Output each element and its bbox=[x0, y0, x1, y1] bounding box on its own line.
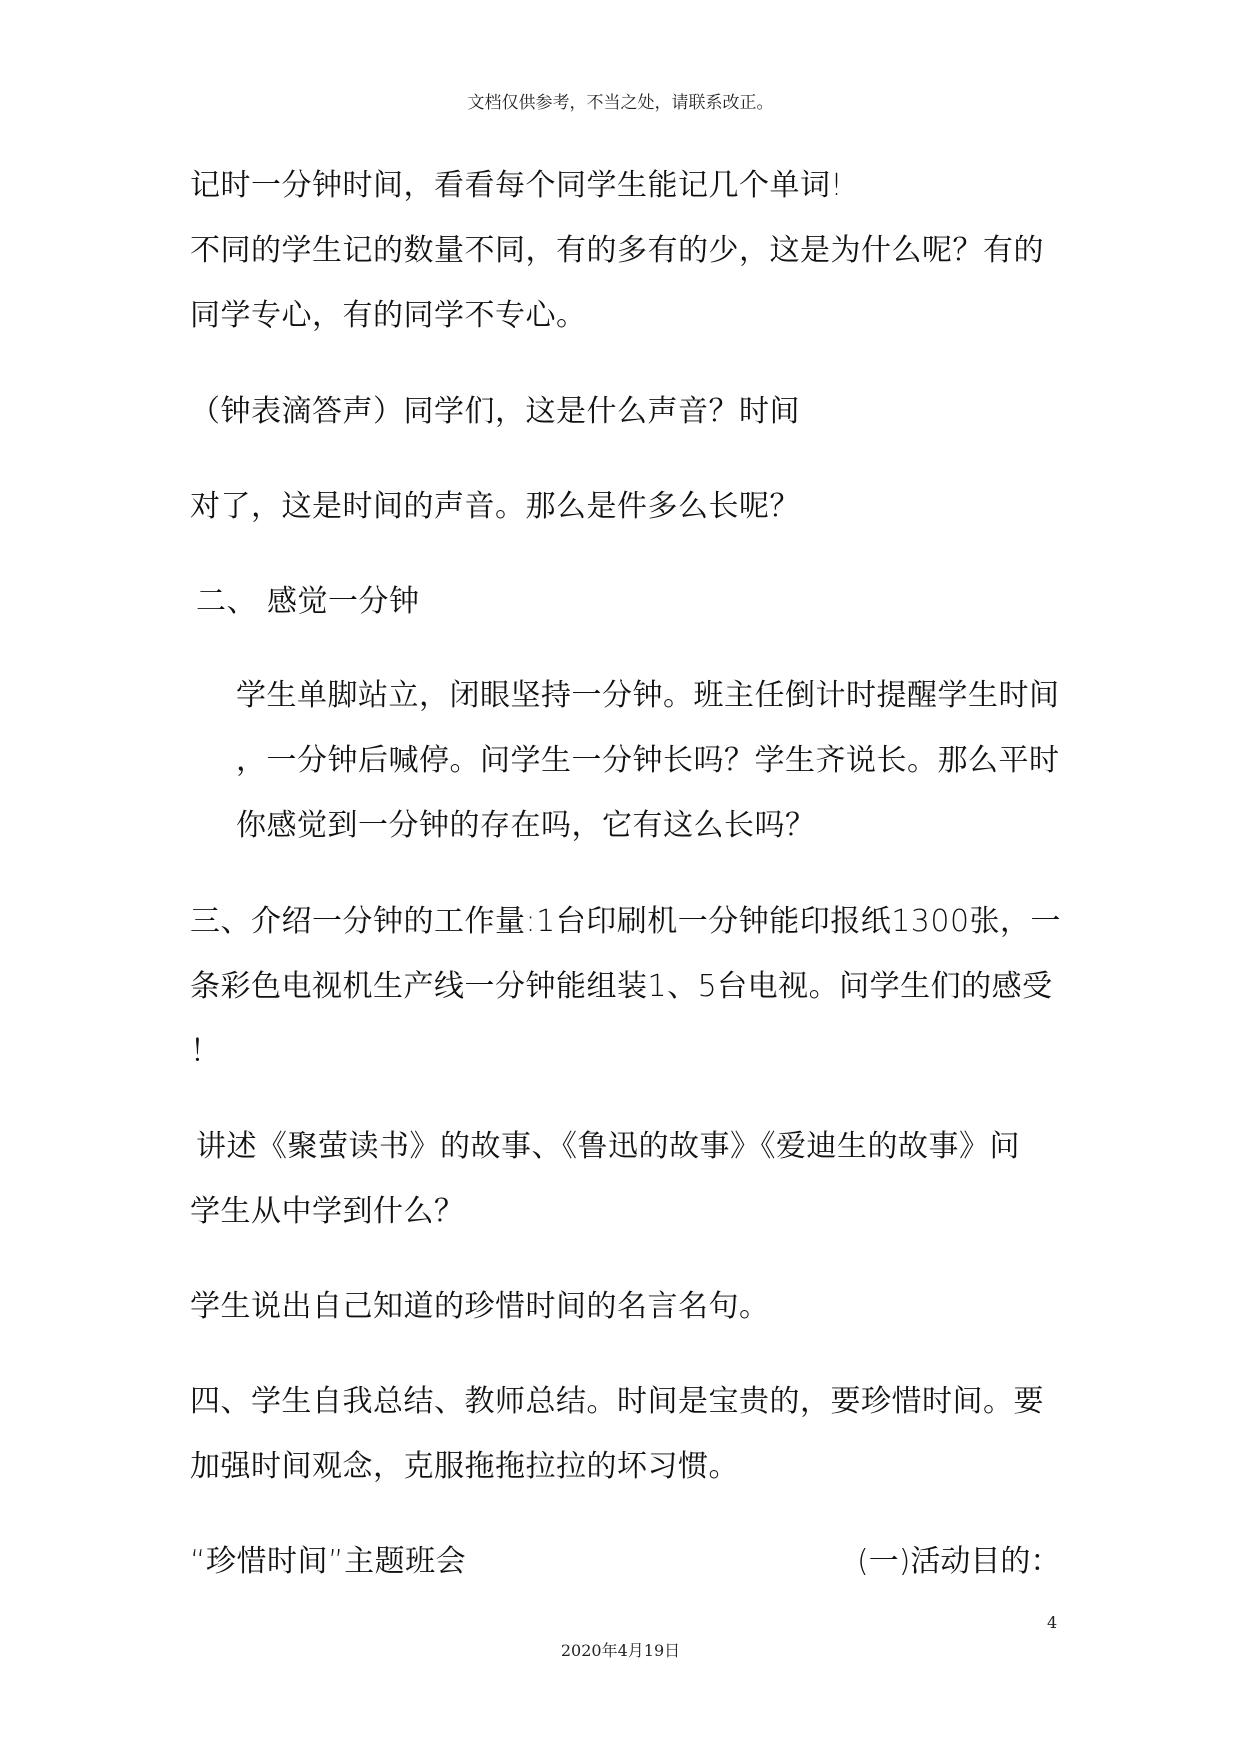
paragraph-line: 不同的学生记的数量不同，有的多有的少，这是为什么呢？有的 bbox=[190, 233, 1044, 268]
paragraph-line: “珍惜时间”主题班会 bbox=[190, 1544, 467, 1579]
paragraph-line: 讲述《聚萤读书》的故事、《鲁迅的故事》《爱迪生的故事》问 bbox=[196, 1129, 1020, 1164]
paragraph-line: 加强时间观念，克服拖拖拉拉的坏习惯。 bbox=[190, 1449, 739, 1484]
paragraph-line: （钟表滴答声）同学们，这是什么声音？时间 bbox=[190, 394, 800, 429]
paragraph-line: 四、学生自我总结、教师总结。时间是宝贵的，要珍惜时间。要 bbox=[190, 1384, 1044, 1419]
footer-date: 2020年4月19日 bbox=[560, 1641, 681, 1660]
paragraph-line: 学生从中学到什么？ bbox=[190, 1194, 465, 1229]
page-number: 4 bbox=[1047, 1613, 1058, 1632]
paragraph-line: 对了，这是时间的声音。那么是件多么长呢？ bbox=[190, 489, 800, 524]
paragraph-line: 三、介绍一分钟的工作量:1台印刷机一分钟能印报纸1300张，一 bbox=[190, 904, 1062, 939]
paragraph-line: 学生单脚站立，闭眼坚持一分钟。班主任倒计时提醒学生时间 bbox=[236, 678, 1060, 713]
paragraph-line: 你感觉到一分钟的存在吗，它有这么长吗？ bbox=[236, 808, 816, 843]
paragraph-line: 同学专心，有的同学不专心。 bbox=[190, 298, 587, 333]
header-note: 文档仅供参考，不当之处，请联系改正。 bbox=[467, 93, 774, 113]
paragraph-line: ，一分钟后喊停。问学生一分钟长吗？学生齐说长。那么平时 bbox=[236, 743, 1060, 778]
paragraph-line: 记时一分钟时间，看看每个同学生能记几个单词! bbox=[190, 168, 844, 203]
paragraph-line: 条彩色电视机生产线一分钟能组装1、5台电视。问学生们的感受 bbox=[190, 969, 1053, 1004]
paragraph-line: ！ bbox=[190, 1034, 221, 1069]
activity-goal-heading: (一)活动目的： bbox=[857, 1544, 1061, 1579]
section-heading: 二、 感觉一分钟 bbox=[196, 584, 420, 619]
paragraph-line: 学生说出自己知道的珍惜时间的名言名句。 bbox=[190, 1289, 770, 1324]
